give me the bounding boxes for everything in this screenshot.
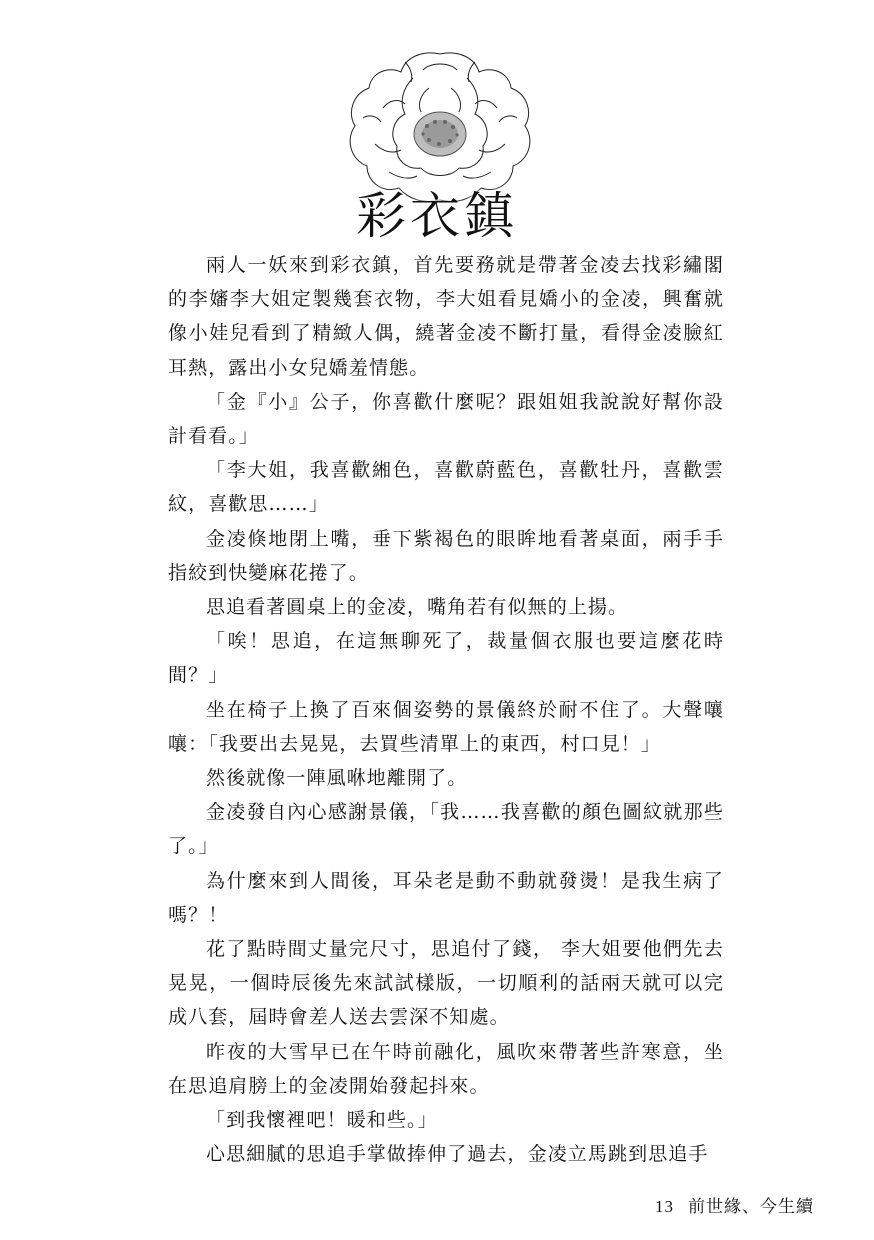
body-text	[168, 248, 724, 1171]
paragraph: 金凌發自內心感謝景儀，「我……我喜歡的顏色圖紋就那些了。」	[168, 801, 724, 858]
paragraph: 思追看著圓桌上的金凌，嘴角若有似無的上揚。	[206, 596, 629, 619]
paragraph: 「唉！思追，在這無聊死了，裁量個衣服也要這麼花時間？」	[168, 630, 724, 687]
paragraph: 為什麼來到人間後，耳朵老是動不動就發燙！是我生病了嗎？！	[168, 869, 724, 926]
chapter-title: 彩衣鎮	[356, 187, 518, 245]
page-footer	[655, 1192, 814, 1217]
paragraph: 「到我懷裡吧！暖和些。」	[206, 1109, 438, 1132]
paragraph: 兩人一妖來到彩衣鎮，首先要務就是帶著金凌去找彩繡閣的李嬸李大姐定製幾套衣物，李大姐看見嬌小的金凌，興奮就像小娃兒看到了精緻人偶，繞著金凌不斷打量，看得金凌臉紅耳熱，露出小女兒嬌羞情態。	[168, 254, 724, 379]
paragraph: 昨夜的大雪早已在午時前融化，風吹來帶著些許寒意，坐在思追肩膀上的金凌開始發起抖來。	[168, 1040, 724, 1097]
book-title: 前世緣、今生續	[688, 1197, 814, 1217]
paragraph: 花了點時間丈量完尺寸，思追付了錢， 李大姐要他們先去晃晃，一個時辰後先來試試樣版，一切順利的話兩天就可以完成八套，屆時會差人送去雲深不知處。	[168, 938, 724, 1029]
page-number: 13	[655, 1197, 674, 1216]
paragraph: 「李大姐，我喜歡緗色，喜歡蔚藍色，喜歡牡丹，喜歡雲紋，喜歡思……」	[168, 459, 724, 516]
paragraph: 坐在椅子上換了百來個姿勢的景儀終於耐不住了。大聲嚷嚷：「我要出去晃晃，去買些清單上的東西，村口見！」	[168, 698, 724, 755]
paragraph: 「金『小』公子，你喜歡什麼呢？跟姐姐我說說好幫你設計看看。」	[168, 390, 724, 448]
peony-illustration	[343, 48, 537, 208]
paragraph: 心思細膩的思追手掌做捧伸了過去，金凌立馬跳到思追手	[206, 1143, 709, 1166]
paragraph: 然後就像一陣風咻地離開了。	[206, 767, 468, 790]
paragraph: 金凌倏地閉上嘴，垂下紫褐色的眼眸地看著桌面，兩手手指絞到快變麻花捲了。	[168, 527, 724, 584]
